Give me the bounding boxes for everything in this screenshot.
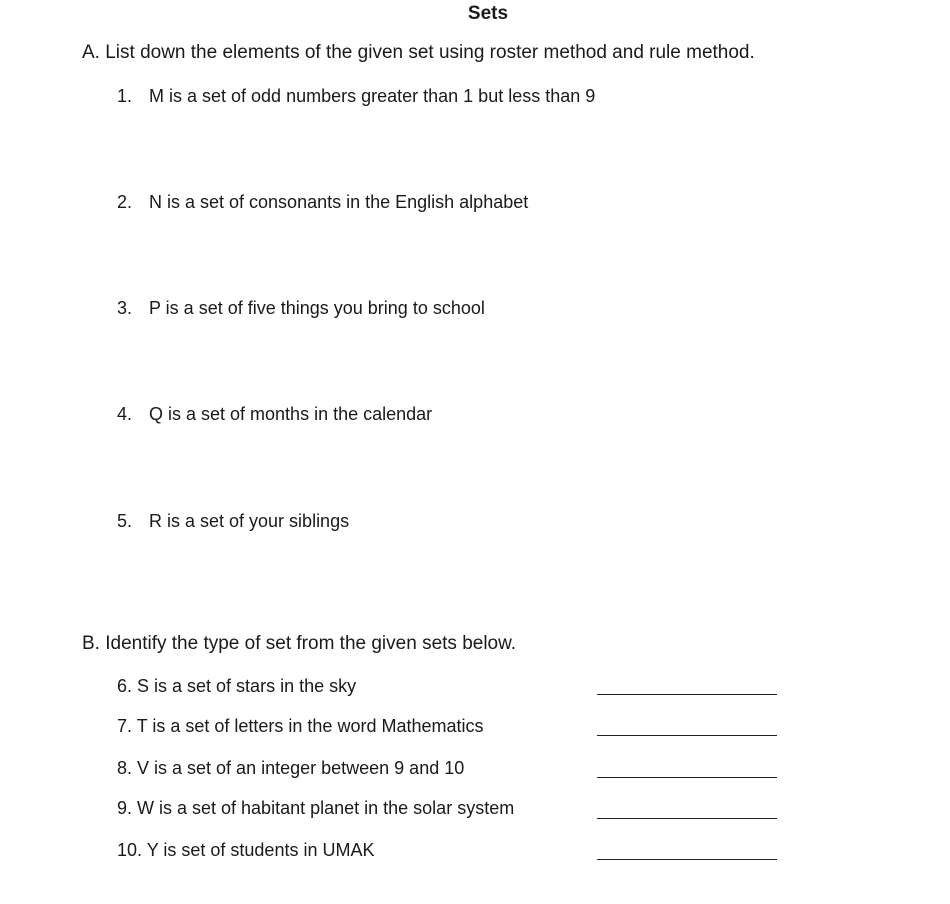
section-a-heading: A. List down the elements of the given set using roster method and rule method. — [82, 42, 755, 63]
section-a-item-2 — [117, 192, 528, 213]
item-text: P is a set of five things you bring to school — [149, 298, 485, 318]
section-a-item-1 — [117, 86, 595, 107]
section-b-item-10: 10. Y is set of students in UMAK — [117, 840, 375, 860]
item-number: 1. — [117, 86, 133, 106]
worksheet-title: Sets — [467, 3, 509, 24]
section-b-item-6: 6. S is a set of stars in the sky — [117, 676, 357, 696]
item-number: 5. — [117, 511, 133, 531]
section-a-item-3 — [117, 298, 485, 319]
item-text: Q is a set of months in the calendar — [149, 404, 433, 424]
answer-blank-9[interactable] — [597, 818, 777, 819]
item-text: R is a set of your siblings — [149, 511, 350, 531]
section-b-item-8: 8. V is a set of an integer between 9 and 10 — [117, 758, 465, 778]
answer-blank-6[interactable] — [597, 694, 777, 695]
section-a-item-5 — [117, 511, 349, 532]
item-number: 2. — [117, 192, 133, 212]
item-text: M is a set of odd numbers greater than 1 but less than 9 — [149, 86, 596, 106]
answer-blank-10[interactable] — [597, 859, 777, 860]
section-b-item-7: 7. T is a set of letters in the word Mathematics — [117, 716, 484, 736]
answer-blank-7[interactable] — [597, 735, 777, 736]
item-text: N is a set of consonants in the English alphabet — [149, 192, 529, 212]
item-number: 3. — [117, 298, 133, 318]
section-b-heading: B. Identify the type of set from the given sets below. — [82, 633, 517, 654]
section-a-item-4 — [117, 404, 432, 425]
section-b-item-9: 9. W is a set of habitant planet in the solar system — [117, 798, 515, 818]
answer-blank-8[interactable] — [597, 777, 777, 778]
item-number: 4. — [117, 404, 133, 424]
